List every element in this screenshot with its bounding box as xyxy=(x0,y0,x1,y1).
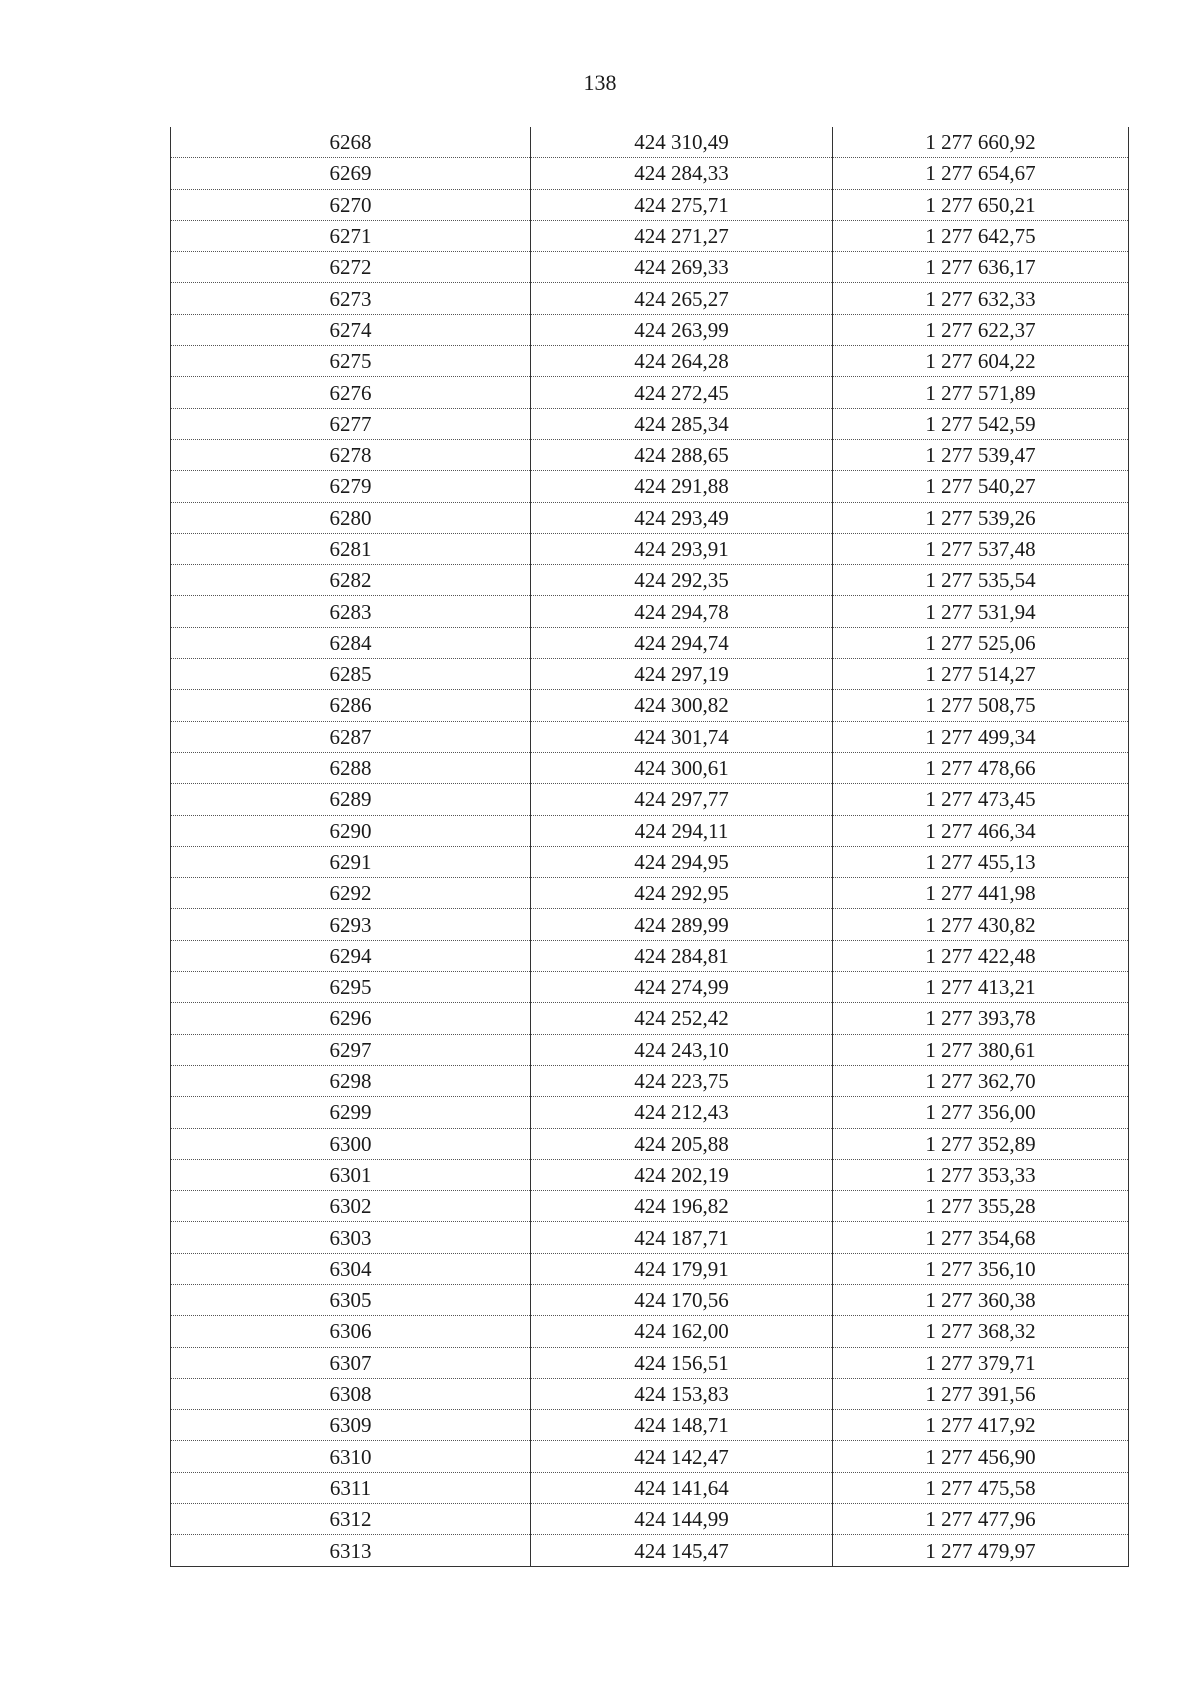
table-row xyxy=(171,346,1129,377)
point-number-cell: 6268 xyxy=(171,127,531,158)
y-coordinate-cell: 1 277 356,00 xyxy=(833,1097,1129,1128)
x-coordinate-cell: 424 162,00 xyxy=(531,1316,833,1347)
table-row xyxy=(171,1003,1129,1034)
x-coordinate-cell: 424 300,82 xyxy=(531,690,833,721)
x-coordinate-cell: 424 288,65 xyxy=(531,439,833,470)
x-coordinate-cell: 424 292,95 xyxy=(531,878,833,909)
point-number-cell: 6295 xyxy=(171,972,531,1003)
y-coordinate-cell: 1 277 362,70 xyxy=(833,1065,1129,1096)
y-coordinate-cell: 1 277 571,89 xyxy=(833,377,1129,408)
y-coordinate-cell: 1 277 539,26 xyxy=(833,502,1129,533)
point-number-cell: 6279 xyxy=(171,471,531,502)
x-coordinate-cell: 424 293,49 xyxy=(531,502,833,533)
x-coordinate-cell: 424 148,71 xyxy=(531,1410,833,1441)
point-number-cell: 6293 xyxy=(171,909,531,940)
point-number-cell: 6305 xyxy=(171,1284,531,1315)
point-number-cell: 6306 xyxy=(171,1316,531,1347)
x-coordinate-cell: 424 156,51 xyxy=(531,1347,833,1378)
y-coordinate-cell: 1 277 475,58 xyxy=(833,1472,1129,1503)
table-row xyxy=(171,471,1129,502)
y-coordinate-cell: 1 277 391,56 xyxy=(833,1378,1129,1409)
table-row xyxy=(171,721,1129,752)
x-coordinate-cell: 424 284,33 xyxy=(531,158,833,189)
y-coordinate-cell: 1 277 654,67 xyxy=(833,158,1129,189)
point-number-cell: 6304 xyxy=(171,1253,531,1284)
table-row xyxy=(171,1128,1129,1159)
y-coordinate-cell: 1 277 380,61 xyxy=(833,1034,1129,1065)
point-number-cell: 6294 xyxy=(171,940,531,971)
table-row xyxy=(171,439,1129,470)
y-coordinate-cell: 1 277 352,89 xyxy=(833,1128,1129,1159)
y-coordinate-cell: 1 277 525,06 xyxy=(833,627,1129,658)
x-coordinate-cell: 424 297,77 xyxy=(531,784,833,815)
point-number-cell: 6296 xyxy=(171,1003,531,1034)
x-coordinate-cell: 424 265,27 xyxy=(531,283,833,314)
point-number-cell: 6297 xyxy=(171,1034,531,1065)
y-coordinate-cell: 1 277 422,48 xyxy=(833,940,1129,971)
point-number-cell: 6270 xyxy=(171,189,531,220)
table-row xyxy=(171,502,1129,533)
x-coordinate-cell: 424 263,99 xyxy=(531,314,833,345)
point-number-cell: 6283 xyxy=(171,596,531,627)
point-number-cell: 6289 xyxy=(171,784,531,815)
table-row xyxy=(171,596,1129,627)
y-coordinate-cell: 1 277 622,37 xyxy=(833,314,1129,345)
point-number-cell: 6303 xyxy=(171,1222,531,1253)
point-number-cell: 6271 xyxy=(171,220,531,251)
point-number-cell: 6280 xyxy=(171,502,531,533)
y-coordinate-cell: 1 277 499,34 xyxy=(833,721,1129,752)
x-coordinate-cell: 424 179,91 xyxy=(531,1253,833,1284)
y-coordinate-cell: 1 277 514,27 xyxy=(833,659,1129,690)
point-number-cell: 6298 xyxy=(171,1065,531,1096)
table-row xyxy=(171,627,1129,658)
x-coordinate-cell: 424 144,99 xyxy=(531,1504,833,1535)
point-number-cell: 6272 xyxy=(171,252,531,283)
table-row xyxy=(171,1034,1129,1065)
point-number-cell: 6309 xyxy=(171,1410,531,1441)
x-coordinate-cell: 424 141,64 xyxy=(531,1472,833,1503)
y-coordinate-cell: 1 277 632,33 xyxy=(833,283,1129,314)
table-row xyxy=(171,784,1129,815)
point-number-cell: 6288 xyxy=(171,752,531,783)
x-coordinate-cell: 424 284,81 xyxy=(531,940,833,971)
y-coordinate-cell: 1 277 531,94 xyxy=(833,596,1129,627)
y-coordinate-cell: 1 277 604,22 xyxy=(833,346,1129,377)
y-coordinate-cell: 1 277 540,27 xyxy=(833,471,1129,502)
table-row xyxy=(171,1159,1129,1190)
table-row xyxy=(171,909,1129,940)
y-coordinate-cell: 1 277 535,54 xyxy=(833,565,1129,596)
y-coordinate-cell: 1 277 393,78 xyxy=(833,1003,1129,1034)
point-number-cell: 6286 xyxy=(171,690,531,721)
point-number-cell: 6302 xyxy=(171,1191,531,1222)
point-number-cell: 6278 xyxy=(171,439,531,470)
point-number-cell: 6308 xyxy=(171,1378,531,1409)
table-row xyxy=(171,314,1129,345)
x-coordinate-cell: 424 300,61 xyxy=(531,752,833,783)
y-coordinate-cell: 1 277 456,90 xyxy=(833,1441,1129,1472)
y-coordinate-cell: 1 277 379,71 xyxy=(833,1347,1129,1378)
x-coordinate-cell: 424 187,71 xyxy=(531,1222,833,1253)
point-number-cell: 6299 xyxy=(171,1097,531,1128)
x-coordinate-cell: 424 223,75 xyxy=(531,1065,833,1096)
x-coordinate-cell: 424 212,43 xyxy=(531,1097,833,1128)
y-coordinate-cell: 1 277 478,66 xyxy=(833,752,1129,783)
y-coordinate-cell: 1 277 353,33 xyxy=(833,1159,1129,1190)
table-row xyxy=(171,1065,1129,1096)
point-number-cell: 6274 xyxy=(171,314,531,345)
x-coordinate-cell: 424 310,49 xyxy=(531,127,833,158)
x-coordinate-cell: 424 291,88 xyxy=(531,471,833,502)
x-coordinate-cell: 424 294,78 xyxy=(531,596,833,627)
page-number: 138 xyxy=(583,70,617,95)
point-number-cell: 6301 xyxy=(171,1159,531,1190)
x-coordinate-cell: 424 292,35 xyxy=(531,565,833,596)
table-row xyxy=(171,1284,1129,1315)
point-number-cell: 6312 xyxy=(171,1504,531,1535)
table-row xyxy=(171,127,1129,158)
x-coordinate-cell: 424 243,10 xyxy=(531,1034,833,1065)
point-number-cell: 6313 xyxy=(171,1535,531,1566)
table-row xyxy=(171,565,1129,596)
table-row xyxy=(171,1504,1129,1535)
point-number-cell: 6277 xyxy=(171,408,531,439)
table-row xyxy=(171,1441,1129,1472)
table-row xyxy=(171,1191,1129,1222)
y-coordinate-cell: 1 277 360,38 xyxy=(833,1284,1129,1315)
x-coordinate-cell: 424 289,99 xyxy=(531,909,833,940)
point-number-cell: 6281 xyxy=(171,533,531,564)
y-coordinate-cell: 1 277 355,28 xyxy=(833,1191,1129,1222)
table-row xyxy=(171,972,1129,1003)
x-coordinate-cell: 424 294,74 xyxy=(531,627,833,658)
x-coordinate-cell: 424 196,82 xyxy=(531,1191,833,1222)
x-coordinate-cell: 424 205,88 xyxy=(531,1128,833,1159)
table-row xyxy=(171,283,1129,314)
y-coordinate-cell: 1 277 636,17 xyxy=(833,252,1129,283)
x-coordinate-cell: 424 272,45 xyxy=(531,377,833,408)
x-coordinate-cell: 424 145,47 xyxy=(531,1535,833,1566)
table-row xyxy=(171,1097,1129,1128)
point-number-cell: 6276 xyxy=(171,377,531,408)
x-coordinate-cell: 424 271,27 xyxy=(531,220,833,251)
point-number-cell: 6275 xyxy=(171,346,531,377)
y-coordinate-cell: 1 277 542,59 xyxy=(833,408,1129,439)
x-coordinate-cell: 424 294,95 xyxy=(531,846,833,877)
table-row xyxy=(171,533,1129,564)
x-coordinate-cell: 424 297,19 xyxy=(531,659,833,690)
x-coordinate-cell: 424 275,71 xyxy=(531,189,833,220)
x-coordinate-cell: 424 252,42 xyxy=(531,1003,833,1034)
point-number-cell: 6310 xyxy=(171,1441,531,1472)
y-coordinate-cell: 1 277 642,75 xyxy=(833,220,1129,251)
y-coordinate-cell: 1 277 356,10 xyxy=(833,1253,1129,1284)
point-number-cell: 6284 xyxy=(171,627,531,658)
x-coordinate-cell: 424 301,74 xyxy=(531,721,833,752)
table-row xyxy=(171,189,1129,220)
y-coordinate-cell: 1 277 479,97 xyxy=(833,1535,1129,1566)
point-number-cell: 6300 xyxy=(171,1128,531,1159)
y-coordinate-cell: 1 277 477,96 xyxy=(833,1504,1129,1535)
table-row xyxy=(171,252,1129,283)
y-coordinate-cell: 1 277 430,82 xyxy=(833,909,1129,940)
y-coordinate-cell: 1 277 368,32 xyxy=(833,1316,1129,1347)
y-coordinate-cell: 1 277 413,21 xyxy=(833,972,1129,1003)
point-number-cell: 6291 xyxy=(171,846,531,877)
point-number-cell: 6269 xyxy=(171,158,531,189)
x-coordinate-cell: 424 153,83 xyxy=(531,1378,833,1409)
point-number-cell: 6311 xyxy=(171,1472,531,1503)
table-row xyxy=(171,878,1129,909)
point-number-cell: 6282 xyxy=(171,565,531,596)
table-row xyxy=(171,408,1129,439)
y-coordinate-cell: 1 277 441,98 xyxy=(833,878,1129,909)
point-number-cell: 6273 xyxy=(171,283,531,314)
table-row xyxy=(171,1253,1129,1284)
y-coordinate-cell: 1 277 660,92 xyxy=(833,127,1129,158)
x-coordinate-cell: 424 142,47 xyxy=(531,1441,833,1472)
point-number-cell: 6285 xyxy=(171,659,531,690)
y-coordinate-cell: 1 277 466,34 xyxy=(833,815,1129,846)
point-number-cell: 6287 xyxy=(171,721,531,752)
point-number-cell: 6307 xyxy=(171,1347,531,1378)
x-coordinate-cell: 424 285,34 xyxy=(531,408,833,439)
table-row xyxy=(171,1378,1129,1409)
table-row xyxy=(171,1535,1129,1566)
table-row xyxy=(171,846,1129,877)
y-coordinate-cell: 1 277 417,92 xyxy=(833,1410,1129,1441)
table-row xyxy=(171,1410,1129,1441)
point-number-cell: 6290 xyxy=(171,815,531,846)
x-coordinate-cell: 424 264,28 xyxy=(531,346,833,377)
y-coordinate-cell: 1 277 473,45 xyxy=(833,784,1129,815)
x-coordinate-cell: 424 170,56 xyxy=(531,1284,833,1315)
coordinates-table xyxy=(170,127,1129,1567)
x-coordinate-cell: 424 293,91 xyxy=(531,533,833,564)
y-coordinate-cell: 1 277 455,13 xyxy=(833,846,1129,877)
y-coordinate-cell: 1 277 650,21 xyxy=(833,189,1129,220)
y-coordinate-cell: 1 277 508,75 xyxy=(833,690,1129,721)
x-coordinate-cell: 424 202,19 xyxy=(531,1159,833,1190)
point-number-cell: 6292 xyxy=(171,878,531,909)
table-row xyxy=(171,940,1129,971)
x-coordinate-cell: 424 269,33 xyxy=(531,252,833,283)
x-coordinate-cell: 424 274,99 xyxy=(531,972,833,1003)
table-row xyxy=(171,815,1129,846)
y-coordinate-cell: 1 277 539,47 xyxy=(833,439,1129,470)
coordinates-table-body xyxy=(171,127,1129,1566)
table-row xyxy=(171,1472,1129,1503)
y-coordinate-cell: 1 277 354,68 xyxy=(833,1222,1129,1253)
table-row xyxy=(171,1316,1129,1347)
table-row xyxy=(171,1347,1129,1378)
table-row xyxy=(171,752,1129,783)
table-row xyxy=(171,659,1129,690)
table-row xyxy=(171,158,1129,189)
table-row xyxy=(171,690,1129,721)
table-row xyxy=(171,377,1129,408)
table-row xyxy=(171,220,1129,251)
table-row xyxy=(171,1222,1129,1253)
x-coordinate-cell: 424 294,11 xyxy=(531,815,833,846)
y-coordinate-cell: 1 277 537,48 xyxy=(833,533,1129,564)
